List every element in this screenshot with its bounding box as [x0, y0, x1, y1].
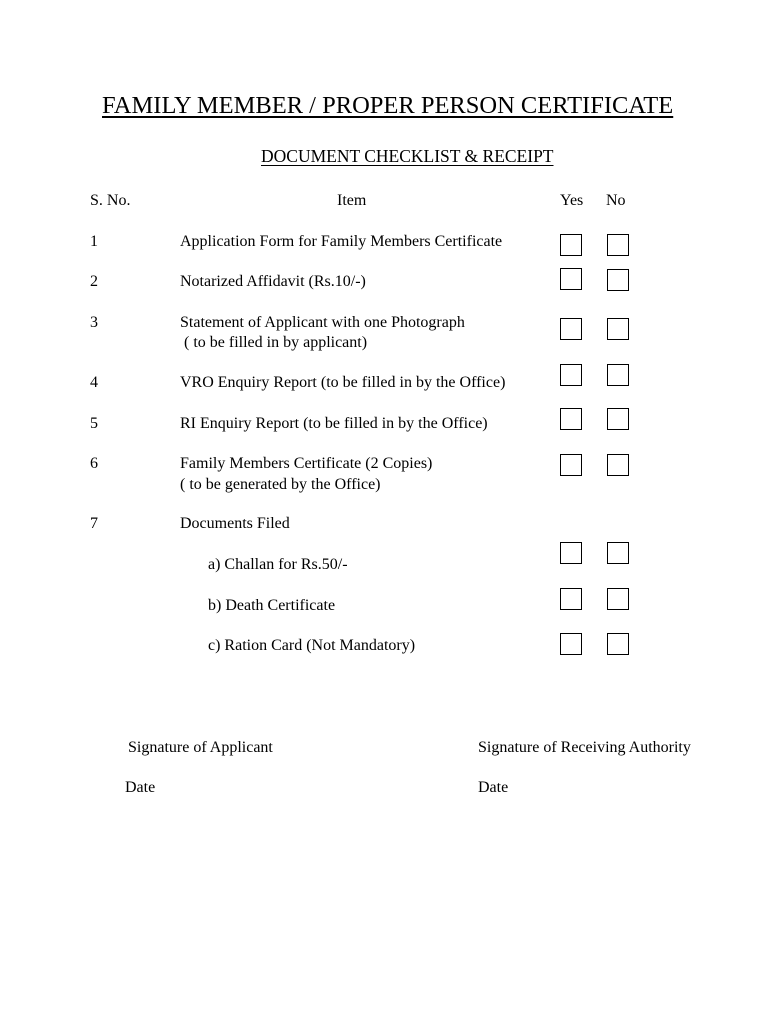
row-2-no-checkbox[interactable]: [607, 269, 629, 291]
row-6-sno: 6: [90, 455, 98, 472]
row-1-sno: 1: [90, 233, 98, 250]
header-no: No: [606, 192, 626, 209]
header-sno: S. No.: [90, 192, 131, 209]
header-yes: Yes: [560, 192, 584, 209]
row-5-no-checkbox[interactable]: [607, 408, 629, 430]
row-4-sno: 4: [90, 374, 98, 391]
row-5-yes-checkbox[interactable]: [560, 408, 582, 430]
page-subtitle: DOCUMENT CHECKLIST & RECEIPT: [261, 146, 554, 166]
sub-item-a: a) Challan for Rs.50/-: [208, 556, 348, 573]
page-title: FAMILY MEMBER / PROPER PERSON CERTIFICATE: [102, 92, 674, 119]
row-4-item: VRO Enquiry Report (to be filled in by the Office): [180, 374, 506, 391]
row-7-sno: 7: [90, 515, 98, 532]
row-1-yes-checkbox[interactable]: [560, 234, 582, 256]
applicant-signature-label: Signature of Applicant: [128, 739, 273, 756]
row-6-item: Family Members Certificate (2 Copies): [180, 455, 433, 472]
row-7-item: Documents Filed: [180, 515, 290, 532]
row-6-no-checkbox[interactable]: [607, 454, 629, 476]
sub-item-c-yes-checkbox[interactable]: [560, 633, 582, 655]
row-6-item-note: ( to be generated by the Office): [180, 476, 381, 493]
sub-item-a-yes-checkbox[interactable]: [560, 542, 582, 564]
authority-date-label: Date: [478, 779, 509, 796]
row-3-sno: 3: [90, 314, 98, 331]
sub-item-b-yes-checkbox[interactable]: [560, 588, 582, 610]
row-4-yes-checkbox[interactable]: [560, 364, 582, 386]
row-5-sno: 5: [90, 415, 98, 432]
row-1-item: Application Form for Family Members Certificate: [180, 233, 503, 250]
sub-item-b: b) Death Certificate: [208, 597, 336, 614]
row-3-yes-checkbox[interactable]: [560, 318, 582, 340]
row-1-no-checkbox[interactable]: [607, 234, 629, 256]
sub-item-c-no-checkbox[interactable]: [607, 633, 629, 655]
header-item: Item: [337, 192, 367, 209]
row-2-yes-checkbox[interactable]: [560, 268, 582, 290]
sub-item-b-no-checkbox[interactable]: [607, 588, 629, 610]
authority-signature-label: Signature of Receiving Authority: [478, 739, 691, 756]
row-3-item: Statement of Applicant with one Photograph: [180, 314, 465, 331]
row-2-sno: 2: [90, 273, 98, 290]
row-2-item: Notarized Affidavit (Rs.10/-): [180, 273, 366, 290]
row-6-yes-checkbox[interactable]: [560, 454, 582, 476]
sub-item-a-no-checkbox[interactable]: [607, 542, 629, 564]
applicant-date-label: Date: [125, 779, 156, 796]
row-4-no-checkbox[interactable]: [607, 364, 629, 386]
row-3-item-note: ( to be filled in by applicant): [180, 334, 368, 351]
sub-item-c: c) Ration Card (Not Mandatory): [208, 637, 416, 654]
row-5-item: RI Enquiry Report (to be filled in by the Office): [180, 415, 488, 432]
row-3-no-checkbox[interactable]: [607, 318, 629, 340]
